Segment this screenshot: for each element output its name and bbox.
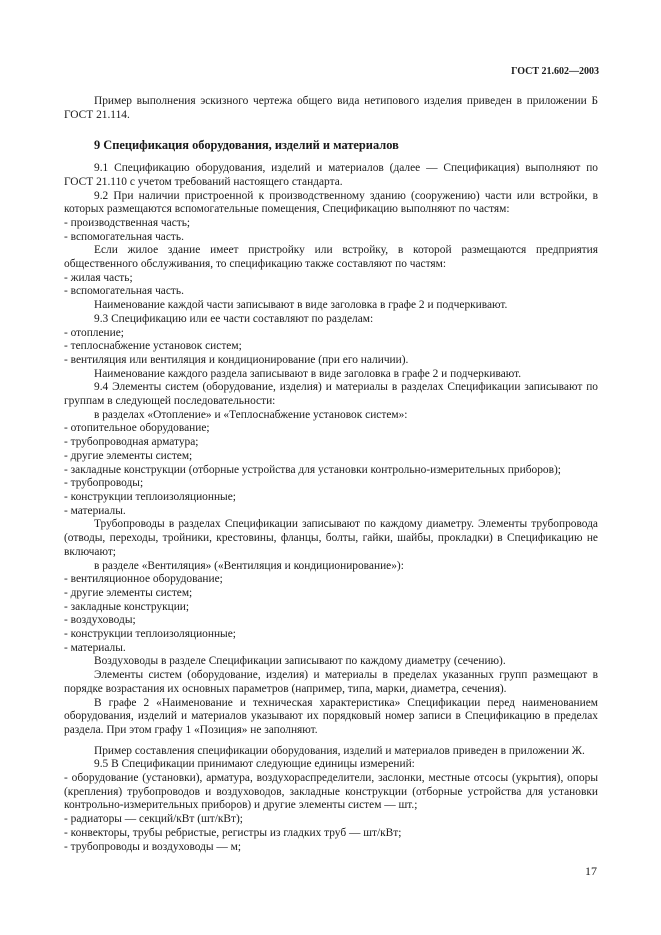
paragraph: 9.5 В Спецификации принимают следующие единицы измерений: — [94, 758, 415, 771]
list-item: - оборудование (установки), арматура, воздухораспределители, заслонки, местные отсосы (укрытия), опоры (крепления) трубопроводов и воздуховодов, закладные конструкции (отборные устройства для установки контрольно-измерительных приборов) и другие элементы систем — шт.; — [64, 772, 598, 812]
list-item: - радиаторы — секций/кВт (шт/кВт); — [64, 813, 243, 826]
paragraph: в разделе «Вентиляция» («Вентиляция и кондиционирование»): — [94, 559, 404, 572]
list-item: - вентиляция или вентиляция и кондиционирование (при его наличии). — [64, 353, 409, 366]
paragraph: Пример составления спецификации оборудования, изделий и материалов приведен в приложении Ж. — [94, 744, 585, 757]
list-item: - трубопроводы; — [64, 477, 144, 490]
paragraph: Наименование каждой части записывают в виде заголовка в графе 2 и подчеркивают. — [94, 299, 508, 312]
list-item: - материалы. — [64, 504, 126, 517]
list-item: - конструкции теплоизоляционные; — [64, 490, 236, 503]
list-item: - трубопроводы и воздуховоды — м; — [64, 840, 242, 853]
list-item: - трубопроводная арматура; — [64, 436, 199, 449]
paragraph: 9.1 Спецификацию оборудования, изделий и материалов (далее — Спецификация) выполняют по ГОСТ 21.110 с учетом требований настоящего стандарта. — [64, 162, 598, 188]
list-item: - воздуховоды; — [64, 614, 136, 627]
document-body — [64, 95, 598, 854]
paragraph: Если жилое здание имеет пристройку или встройку, в которой размещаются предприятия общественного обслуживания, то спецификацию также составляют по частям: — [64, 244, 598, 271]
paragraph: 9.4 Элементы систем (оборудование, изделия) и материалы в разделах Спецификации записывают по группам в следующей последовательности: — [64, 381, 598, 408]
list-item: - вспомогательная часть. — [64, 230, 184, 243]
list-item: - материалы. — [64, 641, 126, 654]
paragraph: Трубопроводы в разделах Спецификации записывают по каждому диаметру. Элементы трубопровода (отводы, переходы, тройники, крестовины, фланцы, болты, гайки, шайбы, прокладки) в Спецификацию не включают; — [64, 518, 598, 558]
paragraph: Воздуховоды в разделе Спецификации записывают по каждому диаметру (сечению). — [94, 655, 506, 668]
list-item: - отопление; — [64, 326, 124, 339]
list-item: - теплоснабжение установок систем; — [64, 340, 242, 353]
list-item: - другие элементы систем; — [64, 449, 193, 462]
paragraph: Пример выполнения эскизного чертежа общего вида нетипового изделия приведен в приложении Б ГОСТ 21.114. — [64, 95, 598, 121]
list-item: - производственная часть; — [64, 216, 191, 229]
section-heading: 9 Спецификация оборудования, изделий и материалов — [94, 138, 399, 153]
list-item: - вспомогательная часть. — [64, 285, 184, 298]
paragraph: Наименование каждого раздела записывают в виде заголовка в графе 2 и подчеркивают. — [94, 367, 522, 380]
paragraph: В графе 2 «Наименование и техническая характеристика» Спецификации перед наименованием оборудования, изделий и материалов указывают их порядковый номер записи в Спецификацию в пределах раздела. При этом графу 1 «Позиция» не заполняют. — [64, 696, 598, 736]
list-item: - конструкции теплоизоляционные; — [64, 628, 236, 641]
list-item: - вентиляционное оборудование; — [64, 573, 223, 586]
list-item: - закладные конструкции (отборные устройства для установки контрольно-измерительных приборов); — [64, 463, 561, 476]
document-header: ГОСТ 21.602—2003 — [511, 66, 599, 77]
paragraph: в разделах «Отопление» и «Теплоснабжение установок систем»: — [94, 408, 408, 421]
paragraph: 9.2 При наличии пристроенной к производственному зданию (сооружению) части или встройки, в которых размещаются вспомогательные помещения, Спецификацию выполняют по частям: — [64, 189, 598, 216]
list-item: - отопительное оборудование; — [64, 422, 210, 435]
list-item: - другие элементы систем; — [64, 586, 193, 599]
list-item: - закладные конструкции; — [64, 600, 190, 613]
list-item: - жилая часть; — [64, 271, 133, 284]
page-number: 17 — [585, 864, 597, 878]
paragraph: 9.3 Спецификацию или ее части составляют по разделам: — [94, 312, 374, 325]
list-item: - конвекторы, трубы ребристые, регистры из гладких труб — шт/кВт; — [64, 826, 402, 839]
paragraph: Элементы систем (оборудование, изделия) и материалы в пределах указанных групп размещают в порядке возрастания их основных параметров (например, типа, марки, диаметра, сечения). — [64, 669, 598, 695]
